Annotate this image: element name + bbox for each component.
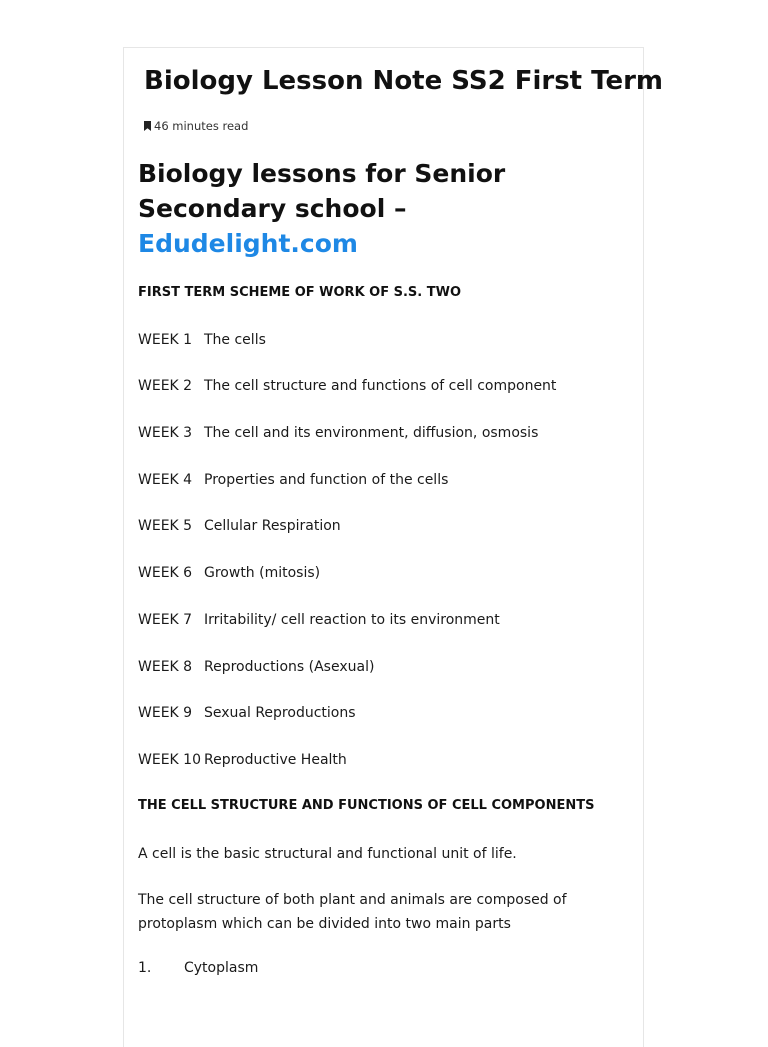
structure-heading: THE CELL STRUCTURE AND FUNCTIONS OF CELL COMPONENTS xyxy=(138,798,595,814)
article-subtitle xyxy=(138,156,634,261)
week-row xyxy=(138,751,634,769)
week-topic: The cell and its environment, diffusion, osmosis xyxy=(204,425,539,442)
week-label: WEEK 10 xyxy=(138,751,201,768)
week-label: WEEK 7 xyxy=(138,611,193,628)
week-row xyxy=(138,658,634,676)
paragraph-cell-definition: A cell is the basic structural and functional unit of life. xyxy=(138,846,517,863)
bookmark-icon xyxy=(144,121,151,131)
week-topic: Reproductive Health xyxy=(204,751,347,768)
week-row xyxy=(138,331,634,349)
article-card xyxy=(123,47,663,1047)
list-item xyxy=(138,959,634,977)
read-time xyxy=(144,119,248,133)
week-row xyxy=(138,611,634,629)
week-list xyxy=(138,331,634,769)
week-row xyxy=(138,517,634,535)
list-item-text: Cytoplasm xyxy=(184,960,259,977)
week-topic: Cellular Respiration xyxy=(204,518,341,535)
week-label: WEEK 2 xyxy=(138,378,193,395)
week-row xyxy=(138,424,634,442)
read-time-label: 46 minutes read xyxy=(154,119,249,133)
week-row xyxy=(138,471,634,489)
scheme-heading: FIRST TERM SCHEME OF WORK OF S.S. TWO xyxy=(138,285,462,300)
week-row xyxy=(138,564,634,582)
week-topic: Irritability/ cell reaction to its environment xyxy=(204,611,500,628)
week-label: WEEK 8 xyxy=(138,658,193,675)
week-label: WEEK 1 xyxy=(138,331,193,348)
article-body xyxy=(138,156,634,977)
week-row xyxy=(138,377,634,395)
week-row xyxy=(138,704,634,722)
week-topic: Reproductions (Asexual) xyxy=(204,658,375,675)
week-label: WEEK 9 xyxy=(138,705,193,722)
week-label: WEEK 4 xyxy=(138,471,193,488)
week-topic: The cell structure and functions of cell component xyxy=(204,378,557,395)
week-label: WEEK 3 xyxy=(138,425,193,442)
page-title: Biology Lesson Note SS2 First Term xyxy=(144,66,663,96)
week-topic: Sexual Reproductions xyxy=(204,705,356,722)
week-topic: Growth (mitosis) xyxy=(204,565,321,582)
week-topic: Properties and function of the cells xyxy=(204,471,449,488)
list-marker: 1. xyxy=(138,960,152,977)
subtitle-text: Biology lessons for Senior Secondary school – xyxy=(138,159,506,223)
week-label: WEEK 5 xyxy=(138,518,193,535)
paragraph-protoplasm: The cell structure of both plant and animals are composed of protoplasm which can be divided into two main parts xyxy=(138,892,567,933)
week-label: WEEK 6 xyxy=(138,565,193,582)
week-topic: The cells xyxy=(204,331,266,348)
edudelight-link[interactable]: Edudelight.com xyxy=(138,229,358,258)
